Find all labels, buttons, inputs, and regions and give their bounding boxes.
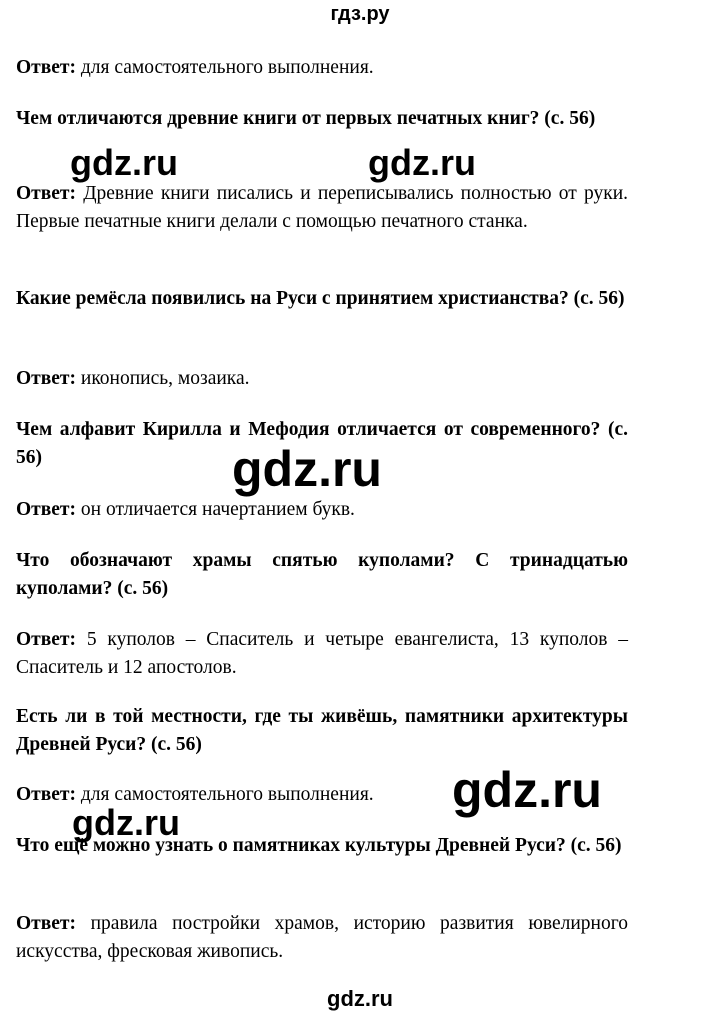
answer-text: для самостоятельного выполнения. xyxy=(80,784,374,805)
site-header: гдз.ру xyxy=(330,3,390,25)
answer-text: правила постройки храмов, историю развития ювелирного искусства, фресковая живопись. xyxy=(16,913,629,962)
answer-text: иконопись, мозаика. xyxy=(80,368,250,389)
question-text: Что ещё можно узнать о памятниках культуры Древней Руси? (с. 56) xyxy=(16,835,622,856)
answer-text: 5 куполов – Спаситель и четыре евангелиста, 13 куполов – Спаситель и 12 апостолов. xyxy=(16,629,629,678)
answer-block xyxy=(16,626,628,682)
answer-label: Ответ: xyxy=(16,368,77,389)
answer-text: он отличается начертанием букв. xyxy=(80,499,355,520)
watermark: gdz.ru xyxy=(70,142,178,183)
answer-label: Ответ: xyxy=(16,629,77,650)
answer-block xyxy=(16,54,628,82)
watermark: gdz.ru xyxy=(452,762,602,818)
answer-block xyxy=(16,496,628,524)
answer-label: Ответ: xyxy=(16,499,77,520)
question-text: Чем алфавит Кирилла и Мефодия отличается от современного? (с. 56) xyxy=(16,419,628,468)
answer-text: для самостоятельного выполнения. xyxy=(80,57,374,78)
question-text: Чем отличаются древние книги от первых печатных книг? (с. 56) xyxy=(16,108,596,129)
question-text: Есть ли в той местности, где ты живёшь, памятники архитектуры Древней Руси? (с. 56) xyxy=(16,706,628,755)
site-footer: gdz.ru xyxy=(327,986,393,1011)
answer-label: Ответ: xyxy=(16,57,77,78)
watermark: gdz.ru xyxy=(232,441,382,497)
answer-label: Ответ: xyxy=(16,183,77,204)
watermark: gdz.ru xyxy=(368,142,476,183)
question-text: Какие ремёсла появились на Руси с принятием христианства? (с. 56) xyxy=(16,288,625,309)
watermark: gdz.ru xyxy=(72,802,180,843)
question-text: Что обозначают храмы спятью куполами? С тринадцатью куполами? (с. 56) xyxy=(16,550,628,599)
answer-block xyxy=(16,180,628,236)
answer-text: Древние книги писались и переписывались полностью от руки. Первые печатные книги делали с помощью печатного станка. xyxy=(16,183,629,232)
answer-label: Ответ: xyxy=(16,784,77,805)
answer-block xyxy=(16,365,628,393)
answer-label: Ответ: xyxy=(16,913,77,934)
answer-block xyxy=(16,910,628,966)
